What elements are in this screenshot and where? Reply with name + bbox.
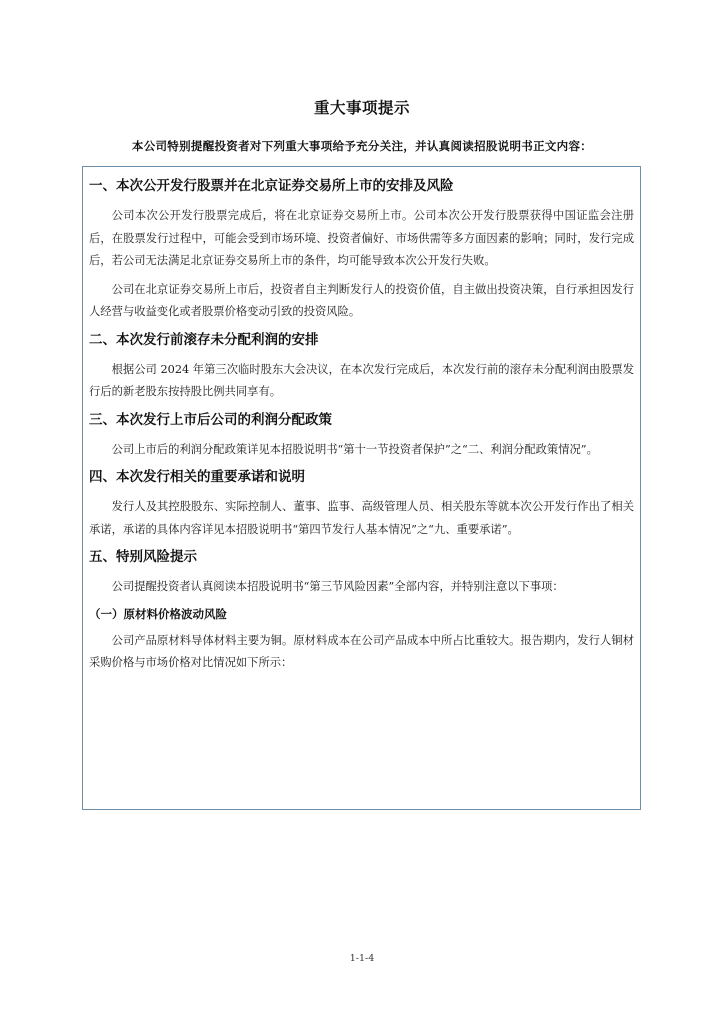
- section-2-paragraph-1: 根据公司 2024 年第三次临时股东大会决议，在本次发行完成后，本次发行前的滚存未分配利润由股票发行后的新老股东按持股比例共同享有。: [89, 362, 634, 398]
- main-content: [89, 176, 634, 681]
- subsection-heading-raw-material: （一）原材料价格波动风险: [89, 606, 227, 621]
- section-4-paragraph-1: 发行人及其控股股东、实际控制人、董事、监事、高级管理人员、相关股东等就本次公开发行作出了相关承诺，承诺的具体内容详见本招股说明书“第四节发行人基本情况”之“九、重要承诺”。: [89, 500, 634, 536]
- subsection-paragraph-1: 公司产品原材料导体材料主要为铜。原材料成本在公司产品成本中所占比重较大。报告期内，发行人铜材采购价格与市场价格对比情况如下所示：: [89, 633, 634, 669]
- section-heading-2: 二、本次发行前滚存未分配利润的安排: [89, 331, 319, 348]
- section-1-paragraph-1: 公司本次公开发行股票完成后，将在北京证券交易所上市。公司本次公开发行股票获得中国证监会注册后，在股票发行过程中，可能会受到市场环境、投资者偏好、市场供需等多方面因素的影响；同时，发行完成后，若公司无法满足北京证券交易所上市的条件，均可能导致本次公开发行失败。: [89, 209, 634, 267]
- section-heading-5: 五、特别风险提示: [89, 549, 197, 565]
- page-title: 重大事项提示: [313, 99, 410, 117]
- section-heading-3: 三、本次发行上市后公司的利润分配政策: [89, 411, 332, 428]
- section-3-paragraph-1: 公司上市后的利润分配政策详见本招股说明书“第十一节投资者保护”之“二、利润分配政策情况”。: [111, 442, 598, 456]
- section-5-paragraph-1: 公司提醒投资者认真阅读本招股说明书“第三节风险因素”全部内容，并特别注意以下事项：: [111, 580, 564, 593]
- page-number: 1-1-4: [349, 953, 375, 964]
- section-1-paragraph-2: 公司在北京证券交易所上市后，投资者自主判断发行人的投资价值，自主做出投资决策，自行承担因发行人经营与收益变化或者股票价格变动引致的投资风险。: [89, 282, 634, 318]
- section-heading-4: 四、本次发行相关的重要承诺和说明: [89, 469, 305, 485]
- notice-text: 本公司特别提醒投资者对下列重大事项给予充分关注，并认真阅读招股说明书正文内容：: [131, 139, 593, 153]
- section-heading-1: 一、本次公开发行股票并在北京证券交易所上市的安排及风险: [89, 178, 454, 194]
